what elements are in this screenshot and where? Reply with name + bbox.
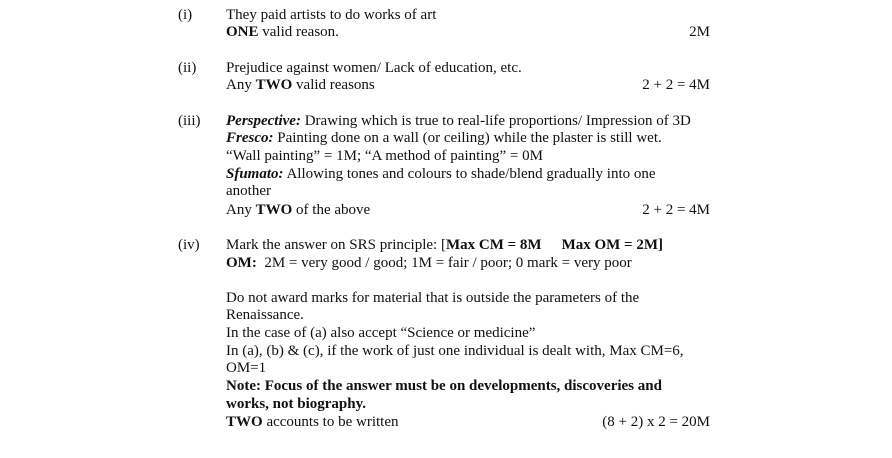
om-text: 2M = very good / good; 1M = fair / poor; 0 mark = very poor — [256, 255, 632, 271]
item-ii-bold: TWO — [255, 77, 293, 93]
srs-pre: Mark the answer on SRS principle: [ — [226, 237, 446, 253]
note-text-2: works, not biography. — [226, 396, 367, 412]
para-line-4: In (a), (b) & (c), if the work of just one individual is dealt with, Max CM=6, — [226, 343, 684, 359]
item-number-iv: (iv) — [178, 237, 200, 253]
item-iii-sfumato — [226, 166, 656, 183]
sfumato-definition-cont: another — [226, 183, 271, 199]
perspective-term: Perspective: — [226, 113, 301, 129]
para-line-3: In the case of (a) also accept “Science or medicine” — [226, 325, 536, 341]
para-line-2: Renaissance. — [226, 307, 304, 323]
item-iv-last — [226, 414, 398, 431]
item-ii-pre: Any — [226, 77, 256, 93]
srs-om: Max OM = 2M] — [561, 237, 664, 253]
item-iii-any — [226, 202, 370, 219]
om-label: OM: — [226, 255, 257, 271]
sfumato-definition: Allowing tones and colours to shade/blend gradually into one — [283, 166, 656, 182]
sfumato-term: Sfumato: — [226, 166, 284, 182]
item-iii-fresco — [226, 130, 662, 147]
item-iv-srs — [226, 237, 663, 254]
item-iv-mark: (8 + 2) x 2 = 20M — [602, 414, 710, 430]
item-i-line2 — [226, 24, 339, 41]
item-iii-any-bold: TWO — [255, 202, 293, 218]
note-text-1: Note: Focus of the answer must be on developments, discoveries and — [226, 378, 662, 394]
fresco-note: “Wall painting” = 1M; “A method of painting” = 0M — [226, 148, 543, 164]
item-iii-mark: 2 + 2 = 4M — [642, 202, 710, 218]
item-number-i: (i) — [178, 7, 193, 23]
item-i-rest: valid reason. — [258, 24, 339, 40]
note-line-1 — [226, 378, 662, 395]
srs-cm: Max CM = 8M — [445, 237, 542, 253]
fresco-definition: Painting done on a wall (or ceiling) while the plaster is still wet. — [273, 130, 662, 146]
item-iii-any-rest: of the above — [292, 202, 371, 218]
fresco-term: Fresco: — [226, 130, 274, 146]
item-i-bold: ONE — [226, 24, 259, 40]
item-ii-mark: 2 + 2 = 4M — [642, 77, 710, 93]
item-number-ii: (ii) — [178, 60, 197, 76]
note-line-2 — [226, 396, 366, 413]
item-ii-line2 — [226, 77, 375, 94]
item-ii-rest: valid reasons — [292, 77, 375, 93]
perspective-definition: Drawing which is true to real-life proportions/ Impression of 3D — [300, 113, 691, 129]
para-line-5: OM=1 — [226, 360, 267, 376]
item-iv-om — [226, 255, 632, 272]
item-number-iii: (iii) — [178, 113, 201, 129]
item-i-mark: 2M — [689, 24, 710, 40]
item-ii-line1: Prejudice against women/ Lack of education, etc. — [226, 60, 522, 76]
item-iii-perspective — [226, 113, 691, 130]
item-i-line1: They paid artists to do works of art — [226, 7, 437, 23]
item-iv-last-bold: TWO — [226, 414, 263, 430]
para-line-1: Do not award marks for material that is outside the parameters of the — [226, 290, 640, 306]
item-iv-last-rest: accounts to be written — [262, 414, 399, 430]
item-iii-any-pre: Any — [226, 202, 256, 218]
